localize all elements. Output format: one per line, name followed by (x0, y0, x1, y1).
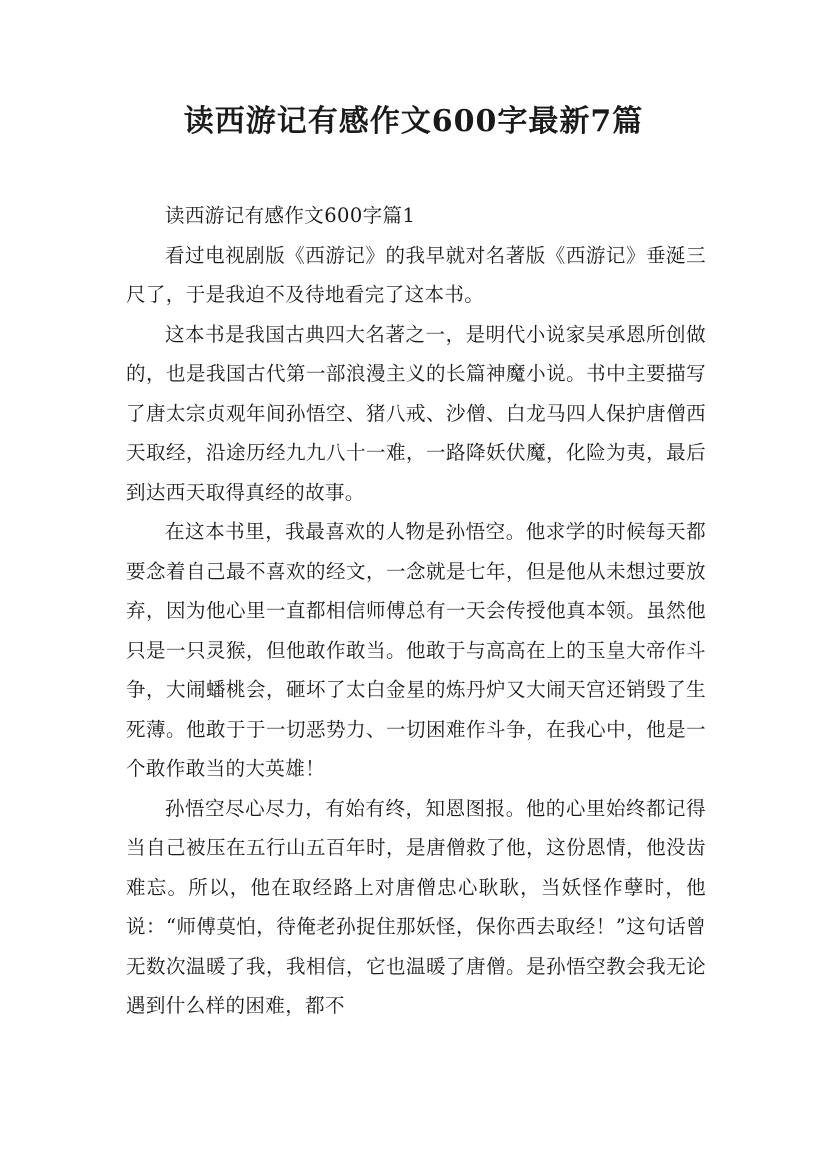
paragraph-4: 孙悟空尽心尽力，有始有终，知恩图报。他的心里始终都记得当自己被压在五行山五百年时，是唐僧救了他，这份恩情，他没齿难忘。所以，他在取经路上对唐僧忠心耿耿，当妖怪作孽时，他说：“师傅莫怕，待俺老孙捉住那妖怪，保你西去取经！”这句话曾无数次温暖了我，我相信，它也温暖了唐僧。是孙悟空教会我无论遇到什么样的困难，都不 (126, 796, 706, 1017)
paragraph-3: 在这本书里，我最喜欢的人物是孙悟空。他求学的时候每天都要念着自己最不喜欢的经文，一念就是七年，但是他从未想过要放弃，因为他心里一直都相信师傅总有一天会传授他真本领。虽然他只是一只灵猴，但他敢作敢当。他敢于与高高在上的玉皇大帝作斗争，大闹蟠桃会，砸坏了太白金星的炼丹炉又大闹天宫还销毁了生死薄。他敢于于一切恶势力、一切困难作斗争，在我心中，他是一个敢作敢当的大英雄！ (126, 520, 706, 780)
paragraph-1: 看过电视剧版《西游记》的我早就对名著版《西游记》垂涎三尺了，于是我迫不及待地看完了这本书。 (126, 243, 706, 306)
document-title: 读西游记有感作文600字最新7篇 (183, 104, 644, 139)
section-heading: 读西游记有感作文600字篇1 (165, 204, 416, 227)
document-body (126, 196, 706, 1026)
paragraph-2: 这本书是我国古典四大名著之一，是明代小说家吴承恩所创做的，也是我国古代第一部浪漫主义的长篇神魔小说。书中主要描写了唐太宗贞观年间孙悟空、猪八戒、沙僧、白龙马四人保护唐僧西天取经，沿途历经九九八十一难，一路降妖伏魔，化险为夷，最后到达西天取得真经的故事。 (126, 322, 706, 504)
